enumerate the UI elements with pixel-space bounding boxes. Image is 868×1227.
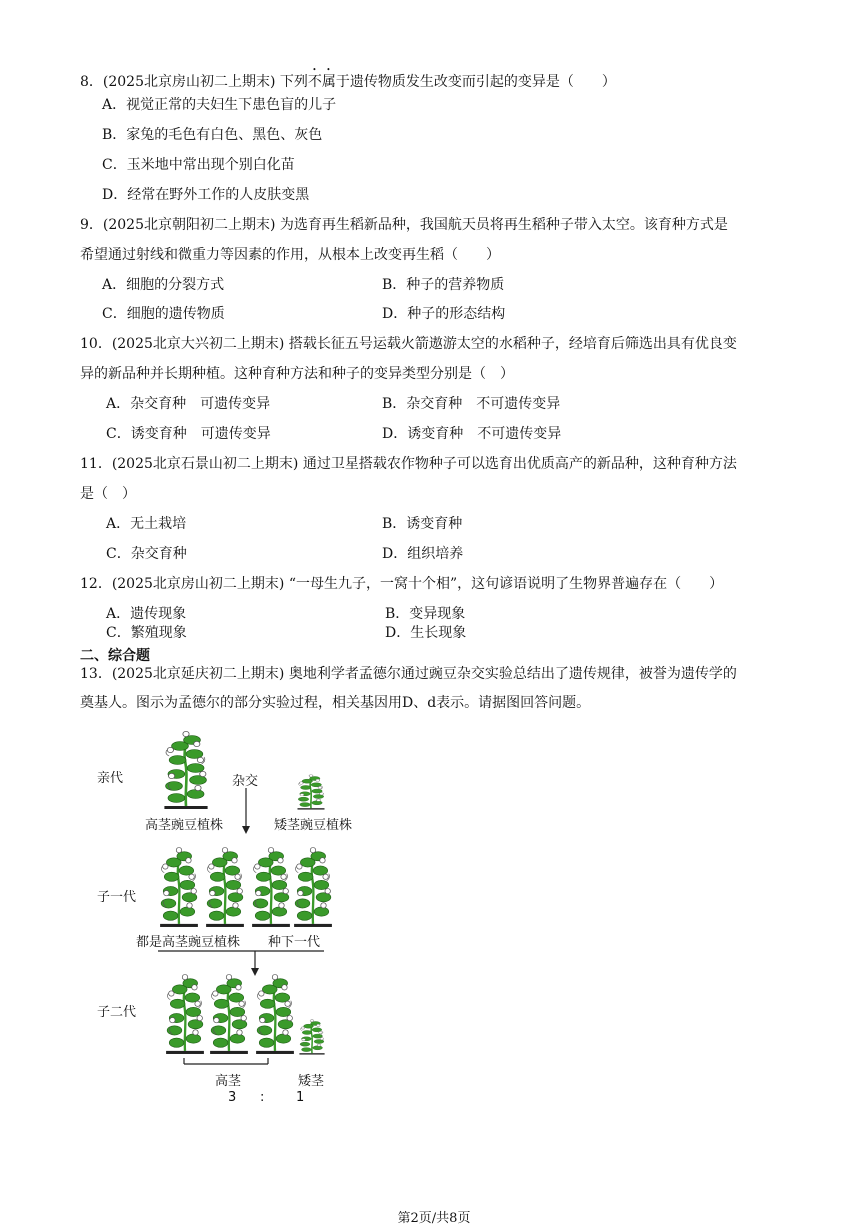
q9-option-b: B．种子的营养物质	[382, 277, 505, 293]
ratio-left: 3	[228, 1090, 237, 1105]
f2-generation-label: 子二代	[97, 1005, 137, 1020]
q12-option-d: D．生长现象	[385, 625, 467, 641]
ratio-colon: :	[260, 1090, 265, 1105]
q11-option-a: A．无土栽培	[106, 516, 187, 532]
q10-option-a: A．杂交育种 可遗传变异	[106, 396, 271, 412]
tall-pea-plant-icon	[204, 846, 246, 928]
next-generation-caption: 种下一代	[268, 935, 321, 950]
q9-option-d: D．种子的形态结构	[382, 306, 506, 322]
q11-option-c: C．杂交育种	[106, 546, 187, 562]
q8-option-a: A．视觉正常的夫妇生下患色盲的儿子	[102, 97, 337, 113]
tall-pea-plant-icon	[254, 973, 296, 1055]
q9-option-c: C．细胞的遗传物质	[102, 306, 225, 322]
tall-pea-plant-icon	[292, 846, 334, 928]
q8-option-c: C．玉米地中常出现个别白化苗	[102, 157, 295, 173]
ratio-right: 1	[296, 1090, 305, 1105]
q11-stem-line2: 是（ ）	[80, 486, 136, 502]
tall-pea-plant-icon	[250, 846, 292, 928]
tall-pea-plant-icon	[208, 973, 250, 1055]
q13-stem-line2: 奠基人。图示为孟德尔的部分实验过程，相关基因用D、d表示。请据图回答问题。	[80, 695, 591, 711]
q10-stem-line1: 10．(2025北京大兴初二上期末) 搭载长征五号运载火箭遨游太空的水稻种子，经培育后筛选出具有优良变	[80, 336, 737, 352]
tall-pea-plant-icon	[162, 730, 210, 810]
q10-stem-line2: 异的新品种并长期种植。这种育种方法和种子的变异类型分别是（ ）	[80, 366, 514, 382]
q11-stem-line1: 11．(2025北京石景山初二上期末) 通过卫星搭载农作物种子可以选育出优质高产的新品种，这种育种方法	[80, 456, 737, 472]
q10-option-b: B．杂交育种 不可遗传变异	[382, 396, 561, 412]
tall-caption: 高茎	[215, 1074, 242, 1089]
short-caption: 矮茎	[298, 1074, 325, 1089]
parent-generation-label: 亲代	[97, 771, 124, 786]
q9-stem-line1: 9．(2025北京朝阳初二上期末) 为选育再生稻新品种，我国航天员将再生稻种子带入太空。该育种方式是	[80, 217, 728, 233]
f1-generation-label: 子一代	[97, 890, 137, 905]
q12-stem: 12．(2025北京房山初二上期末) “一母生九子，一窝十个相”，这句谚语说明了生物界普遍存在（ ）	[80, 576, 724, 592]
q11-option-d: D．组织培养	[382, 546, 464, 562]
q8-option-b: B．家兔的毛色有白色、黑色、灰色	[102, 127, 323, 143]
q8-emphasis: 不属	[307, 74, 336, 90]
q11-option-b: B．诱变育种	[382, 516, 463, 532]
q8-stem: 8．(2025北京房山初二上期末) 下列不属于遗传物质发生改变而引起的变异是（ ）	[80, 74, 616, 90]
short-pea-plant-icon	[296, 774, 326, 810]
short-parent-caption: 矮茎豌豆植株	[274, 818, 353, 833]
tall-pea-plant-icon	[164, 973, 206, 1055]
q10-option-c: C．诱变育种 可遗传变异	[106, 426, 271, 442]
f1-caption: 都是高茎豌豆植株	[136, 935, 241, 950]
q9-stem-line2: 希望通过射线和微重力等因素的作用，从根本上改变再生稻（ ）	[80, 247, 500, 263]
short-pea-plant-icon	[298, 1019, 326, 1055]
cross-arrow-head	[242, 826, 250, 834]
page-footer: 第2页/共8页	[397, 1211, 471, 1226]
tall-pea-plant-icon	[158, 846, 200, 928]
q13-stem-line1: 13．(2025北京延庆初二上期末) 奥地利学者孟德尔通过豌豆杂交实验总结出了遗传规律，被誉为遗传学的	[80, 666, 737, 682]
q10-option-d: D．诱变育种 不可遗传变异	[382, 426, 562, 442]
cross-label: 杂交	[232, 774, 259, 789]
q12-option-a: A．遗传现象	[106, 606, 187, 622]
tall-parent-caption: 高茎豌豆植株	[145, 818, 224, 833]
q9-option-a: A．细胞的分裂方式	[102, 277, 225, 293]
q8-option-d: D．经常在野外工作的人皮肤变黑	[102, 187, 310, 203]
section-heading: 二、综合题	[80, 648, 150, 664]
q12-option-c: C．繁殖现象	[106, 625, 187, 641]
q12-option-b: B．变异现象	[385, 606, 466, 622]
